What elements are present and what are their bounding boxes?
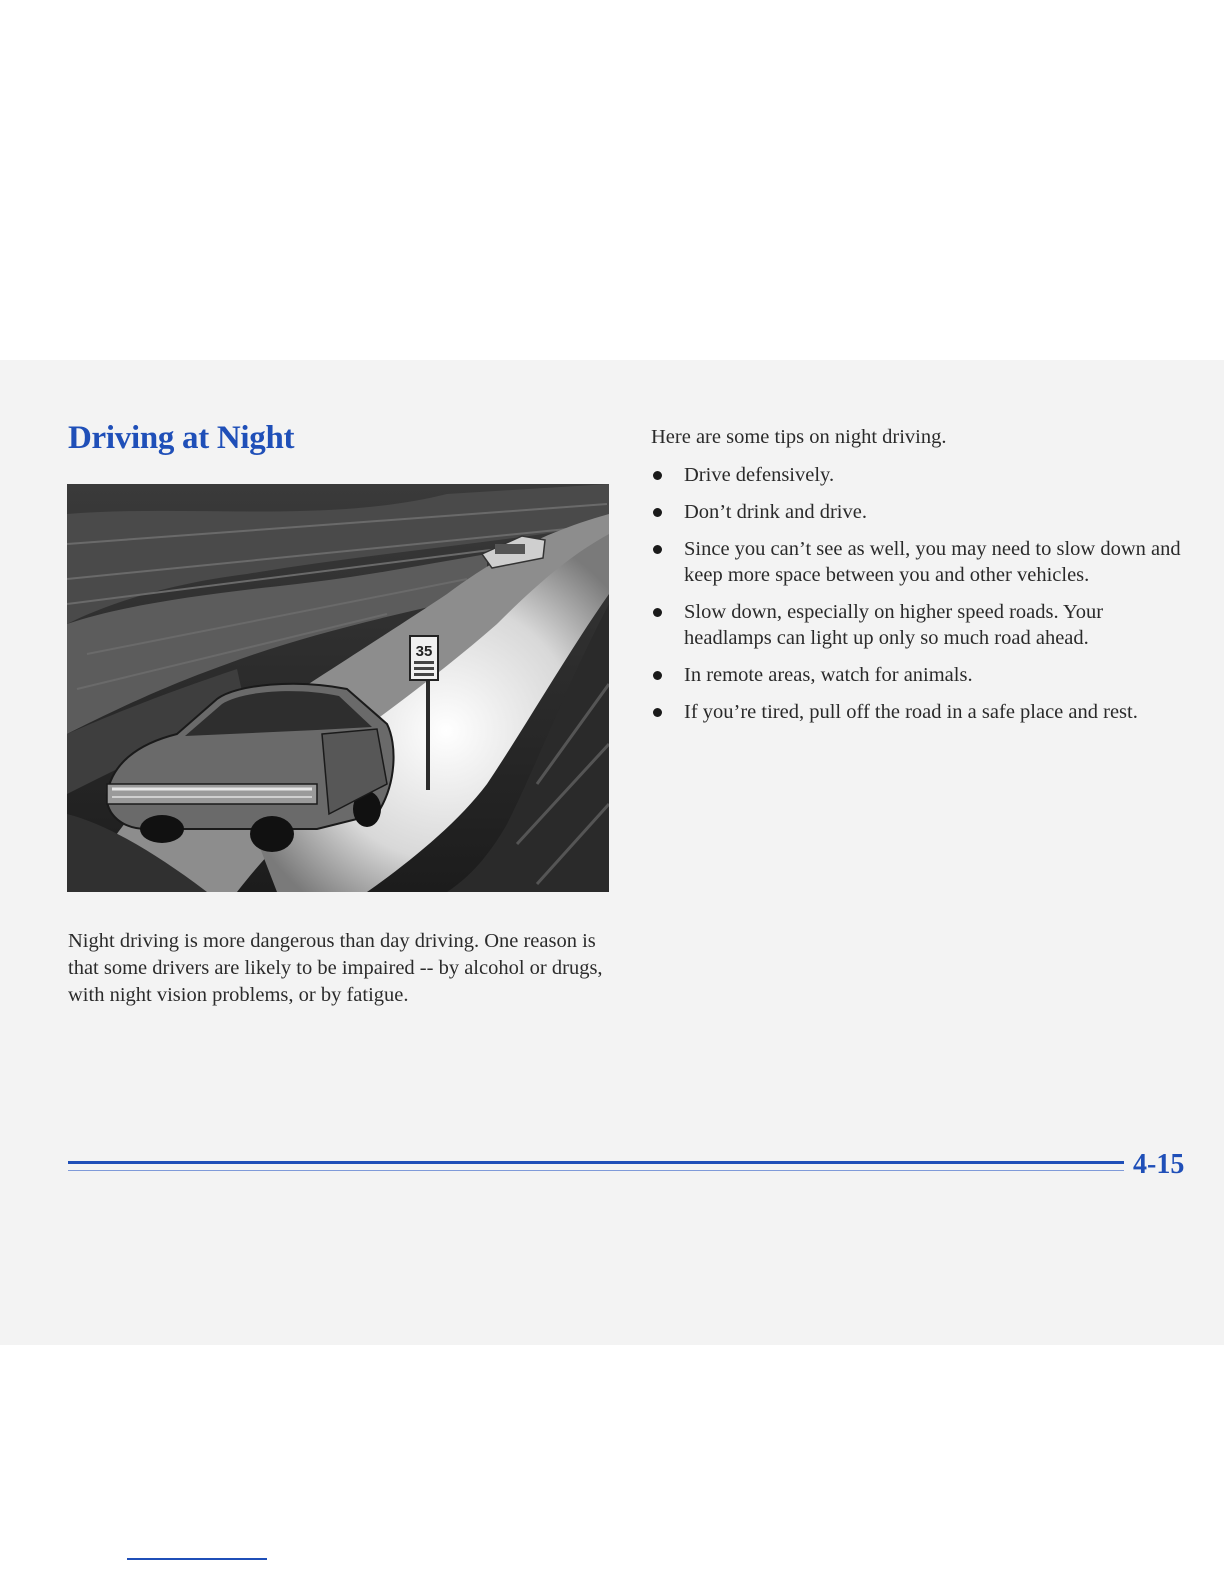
- tip-item: [651, 599, 1181, 651]
- tip-item: [651, 699, 1181, 725]
- tip-item: [651, 499, 1181, 525]
- footer-rule-thin: [68, 1170, 1124, 1171]
- bullet-icon: [653, 671, 662, 680]
- bottom-underline-link[interactable]: [127, 1558, 267, 1560]
- tip-text: Drive defensively.: [684, 464, 835, 486]
- tip-text: Don’t drink and drive.: [684, 501, 867, 523]
- tip-item: [651, 462, 1181, 488]
- night-driving-tips: [651, 424, 1181, 736]
- bullet-icon: [653, 608, 662, 617]
- tip-item: [651, 536, 1181, 588]
- tip-item: [651, 662, 1181, 688]
- intro-paragraph: Night driving is more dangerous than day driving. One reason is that some drivers are likely to be impaired -- by alcohol or drugs, with night vision problems, or by fatigue.: [68, 930, 603, 1006]
- footer-rule: [68, 1161, 1124, 1164]
- night-road-scene: [67, 484, 609, 892]
- tip-text: If you’re tired, pull off the road in a safe place and rest.: [684, 701, 1138, 723]
- night-driving-illustration: [67, 484, 609, 892]
- bullet-icon: [653, 708, 662, 717]
- tip-text: In remote areas, watch for animals.: [684, 664, 973, 686]
- tips-intro: Here are some tips on night driving.: [651, 426, 947, 448]
- tip-text: Slow down, especially on higher speed roads. Your headlamps can light up only so much road ahead.: [684, 601, 1104, 649]
- page-number: 4-15: [1133, 1149, 1185, 1180]
- speed-sign-number: 35: [415, 643, 433, 660]
- bullet-icon: [653, 545, 662, 554]
- tip-text: Since you can’t see as well, you may need to slow down and keep more space between you and other vehicles.: [684, 538, 1181, 586]
- bullet-icon: [653, 508, 662, 517]
- bullet-icon: [653, 471, 662, 480]
- section-title: Driving at Night: [68, 420, 295, 456]
- tips-list: [651, 462, 1181, 725]
